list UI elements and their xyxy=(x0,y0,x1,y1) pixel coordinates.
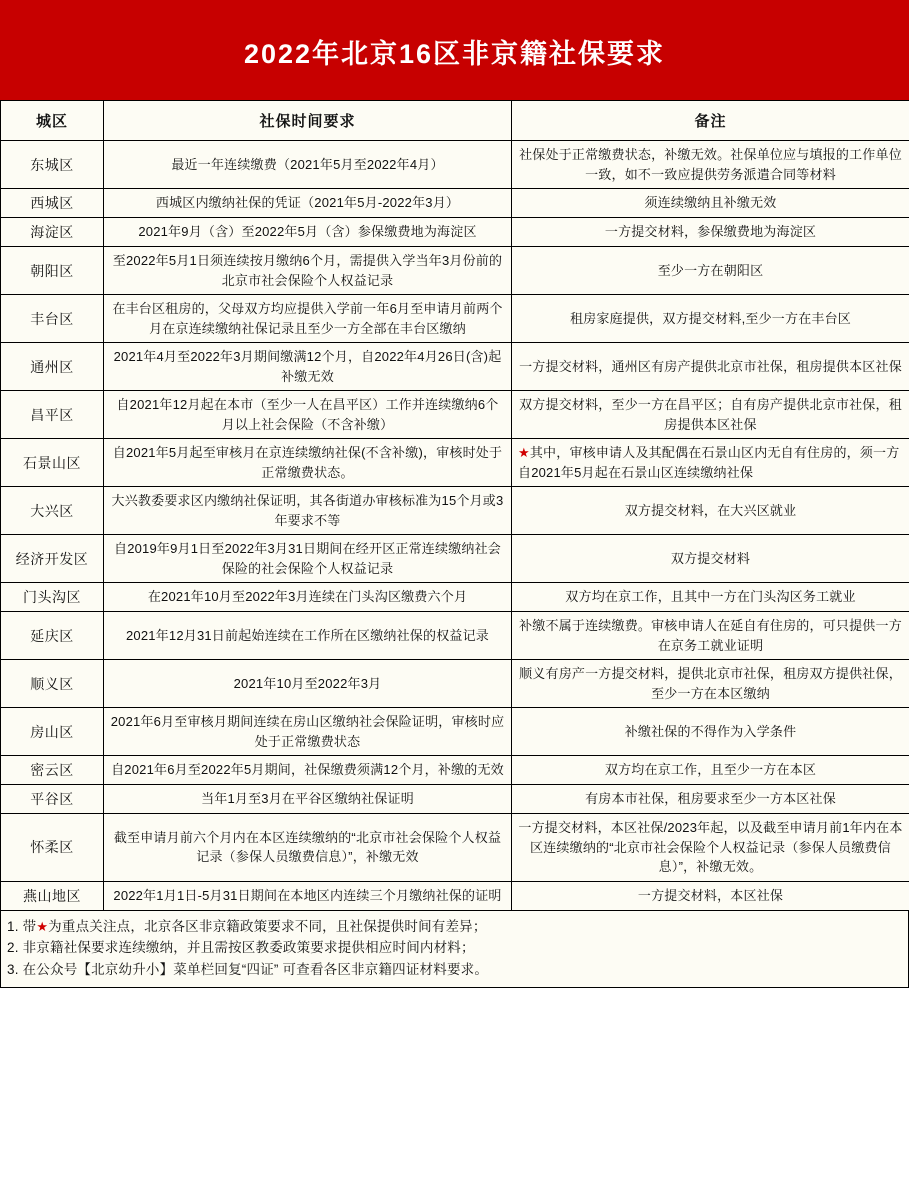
table-row xyxy=(1,141,909,189)
cell-requirement: 2022年1月1日-5月31日期间在本地区内连续三个月缴纳社保的证明 xyxy=(104,881,512,910)
table-body xyxy=(1,141,909,911)
table-row xyxy=(1,881,909,910)
cell-district: 经济开发区 xyxy=(1,535,104,583)
column-header-note: 备注 xyxy=(512,101,909,141)
table-row xyxy=(1,218,909,247)
column-header-district: 城区 xyxy=(1,101,104,141)
cell-note: 补缴社保的不得作为入学条件 xyxy=(512,708,909,756)
footnotes-section xyxy=(0,911,909,989)
footnote-item-2: 2. 非京籍社保要求连续缴纳，并且需按区教委政策要求提供相应时间内材料； xyxy=(7,940,475,956)
cell-district: 通州区 xyxy=(1,343,104,391)
cell-district: 东城区 xyxy=(1,141,104,189)
cell-district: 燕山地区 xyxy=(1,881,104,910)
table-head xyxy=(1,101,909,141)
cell-district: 顺义区 xyxy=(1,660,104,708)
cell-requirement: 2021年9月（含）至2022年5月（含）参保缴费地为海淀区 xyxy=(104,218,512,247)
cell-note: 双方提交材料 xyxy=(512,535,909,583)
cell-note: 双方均在京工作，且其中一方在门头沟区务工就业 xyxy=(512,583,909,612)
table-row xyxy=(1,295,909,343)
cell-note: 一方提交材料，本区社保/2023年起，以及截至申请月前1年内在本区连续缴纳的“北京市社会保险个人权益记录（参保人员缴费信息）”，补缴无效。 xyxy=(512,814,909,882)
cell-note xyxy=(512,439,909,487)
cell-note: 双方提交材料，在大兴区就业 xyxy=(512,487,909,535)
cell-note: 补缴不属于连续缴费。审核申请人在延自有住房的，可只提供一方在京务工就业证明 xyxy=(512,612,909,660)
column-header-requirement: 社保时间要求 xyxy=(104,101,512,141)
cell-district: 大兴区 xyxy=(1,487,104,535)
cell-district: 密云区 xyxy=(1,756,104,785)
cell-requirement: 2021年4月至2022年3月期间缴满12个月，自2022年4月26日(含)起补缴无效 xyxy=(104,343,512,391)
cell-note: 一方提交材料，本区社保 xyxy=(512,881,909,910)
cell-district: 昌平区 xyxy=(1,391,104,439)
table-row xyxy=(1,535,909,583)
cell-note: 一方提交材料，通州区有房产提供北京市社保，租房提供本区社保 xyxy=(512,343,909,391)
social-security-table-container xyxy=(0,100,909,911)
cell-requirement: 在2021年10月至2022年3月连续在门头沟区缴费六个月 xyxy=(104,583,512,612)
table-row xyxy=(1,660,909,708)
cell-note: 双方均在京工作，且至少一方在本区 xyxy=(512,756,909,785)
cell-requirement: 当年1月至3月在平谷区缴纳社保证明 xyxy=(104,785,512,814)
cell-district: 怀柔区 xyxy=(1,814,104,882)
social-security-table xyxy=(0,100,909,911)
star-icon: ★ xyxy=(36,918,49,934)
cell-district: 延庆区 xyxy=(1,612,104,660)
table-row xyxy=(1,785,909,814)
cell-requirement: 2021年10月至2022年3月 xyxy=(104,660,512,708)
footnote-item-1 xyxy=(7,916,902,938)
cell-requirement: 自2019年9月1日至2022年3月31日期间在经开区正常连续缴纳社会保险的社会保险个人权益记录 xyxy=(104,535,512,583)
table-row xyxy=(1,756,909,785)
page-title: 2022年北京16区非京籍社保要求 xyxy=(243,38,666,69)
table-row xyxy=(1,487,909,535)
cell-requirement: 最近一年连续缴费（2021年5月至2022年4月） xyxy=(104,141,512,189)
cell-note: 须连续缴纳且补缴无效 xyxy=(512,189,909,218)
cell-district: 石景山区 xyxy=(1,439,104,487)
table-row xyxy=(1,189,909,218)
cell-note: 至少一方在朝阳区 xyxy=(512,247,909,295)
footnote-1-prefix: 1. 带 xyxy=(7,918,37,934)
cell-requirement: 至2022年5月1日须连续按月缴纳6个月，需提供入学当年3月份前的北京市社会保险个人权益记录 xyxy=(104,247,512,295)
cell-district: 房山区 xyxy=(1,708,104,756)
table-row xyxy=(1,612,909,660)
cell-district: 门头沟区 xyxy=(1,583,104,612)
table-row xyxy=(1,583,909,612)
cell-requirement: 自2021年6月至2022年5月期间，社保缴费须满12个月，补缴的无效 xyxy=(104,756,512,785)
cell-note: 一方提交材料，参保缴费地为海淀区 xyxy=(512,218,909,247)
table-header-row xyxy=(1,101,909,141)
cell-requirement: 截至申请月前六个月内在本区连续缴纳的“北京市社会保险个人权益记录（参保人员缴费信息）”，补缴无效 xyxy=(104,814,512,882)
cell-district: 平谷区 xyxy=(1,785,104,814)
table-row xyxy=(1,439,909,487)
cell-requirement: 2021年6月至审核月期间连续在房山区缴纳社会保险证明，审核时应处于正常缴费状态 xyxy=(104,708,512,756)
cell-requirement: 大兴教委要求区内缴纳社保证明，其各街道办审核标准为15个月或3年要求不等 xyxy=(104,487,512,535)
cell-requirement: 2021年12月31日前起始连续在工作所在区缴纳社保的权益记录 xyxy=(104,612,512,660)
cell-requirement: 自2021年5月起至审核月在京连续缴纳社保(不含补缴)，审核时处于正常缴费状态。 xyxy=(104,439,512,487)
table-row xyxy=(1,708,909,756)
cell-district: 朝阳区 xyxy=(1,247,104,295)
cell-requirement: 自2021年12月起在本市（至少一人在昌平区）工作并连续缴纳6个月以上社会保险（不含补缴） xyxy=(104,391,512,439)
cell-requirement: 西城区内缴纳社保的凭证（2021年5月-2022年3月） xyxy=(104,189,512,218)
table-row xyxy=(1,343,909,391)
table-row xyxy=(1,814,909,882)
table-row xyxy=(1,391,909,439)
table-row xyxy=(1,247,909,295)
footnote-item-3: 3. 在公众号【北京幼升小】菜单栏回复“四证” 可查看各区非京籍四证材料要求。 xyxy=(7,962,489,978)
star-icon: ★ xyxy=(518,445,530,460)
cell-note-text: 其中，审核申请人及其配偶在石景山区内无自有住房的，须一方自2021年5月起在石景山区连续缴纳社保 xyxy=(518,445,900,480)
cell-district: 海淀区 xyxy=(1,218,104,247)
cell-note: 租房家庭提供，双方提交材料,至少一方在丰台区 xyxy=(512,295,909,343)
title-banner xyxy=(0,0,909,100)
cell-note: 顺义有房产一方提交材料，提供北京市社保，租房双方提供社保，至少一方在本区缴纳 xyxy=(512,660,909,708)
cell-district: 西城区 xyxy=(1,189,104,218)
cell-note: 有房本市社保，租房要求至少一方本区社保 xyxy=(512,785,909,814)
footnote-1-suffix: 为重点关注点，北京各区非京籍政策要求不同，且社保提供时间有差异； xyxy=(48,918,487,934)
cell-requirement: 在丰台区租房的，父母双方均应提供入学前一年6月至申请月前两个月在京连续缴纳社保记录且至少一方全部在丰台区缴纳 xyxy=(104,295,512,343)
cell-note: 社保处于正常缴费状态，补缴无效。社保单位应与填报的工作单位一致，如不一致应提供劳务派遣合同等材料 xyxy=(512,141,909,189)
cell-note: 双方提交材料，至少一方在昌平区；自有房产提供北京市社保，租房提供本区社保 xyxy=(512,391,909,439)
cell-district: 丰台区 xyxy=(1,295,104,343)
